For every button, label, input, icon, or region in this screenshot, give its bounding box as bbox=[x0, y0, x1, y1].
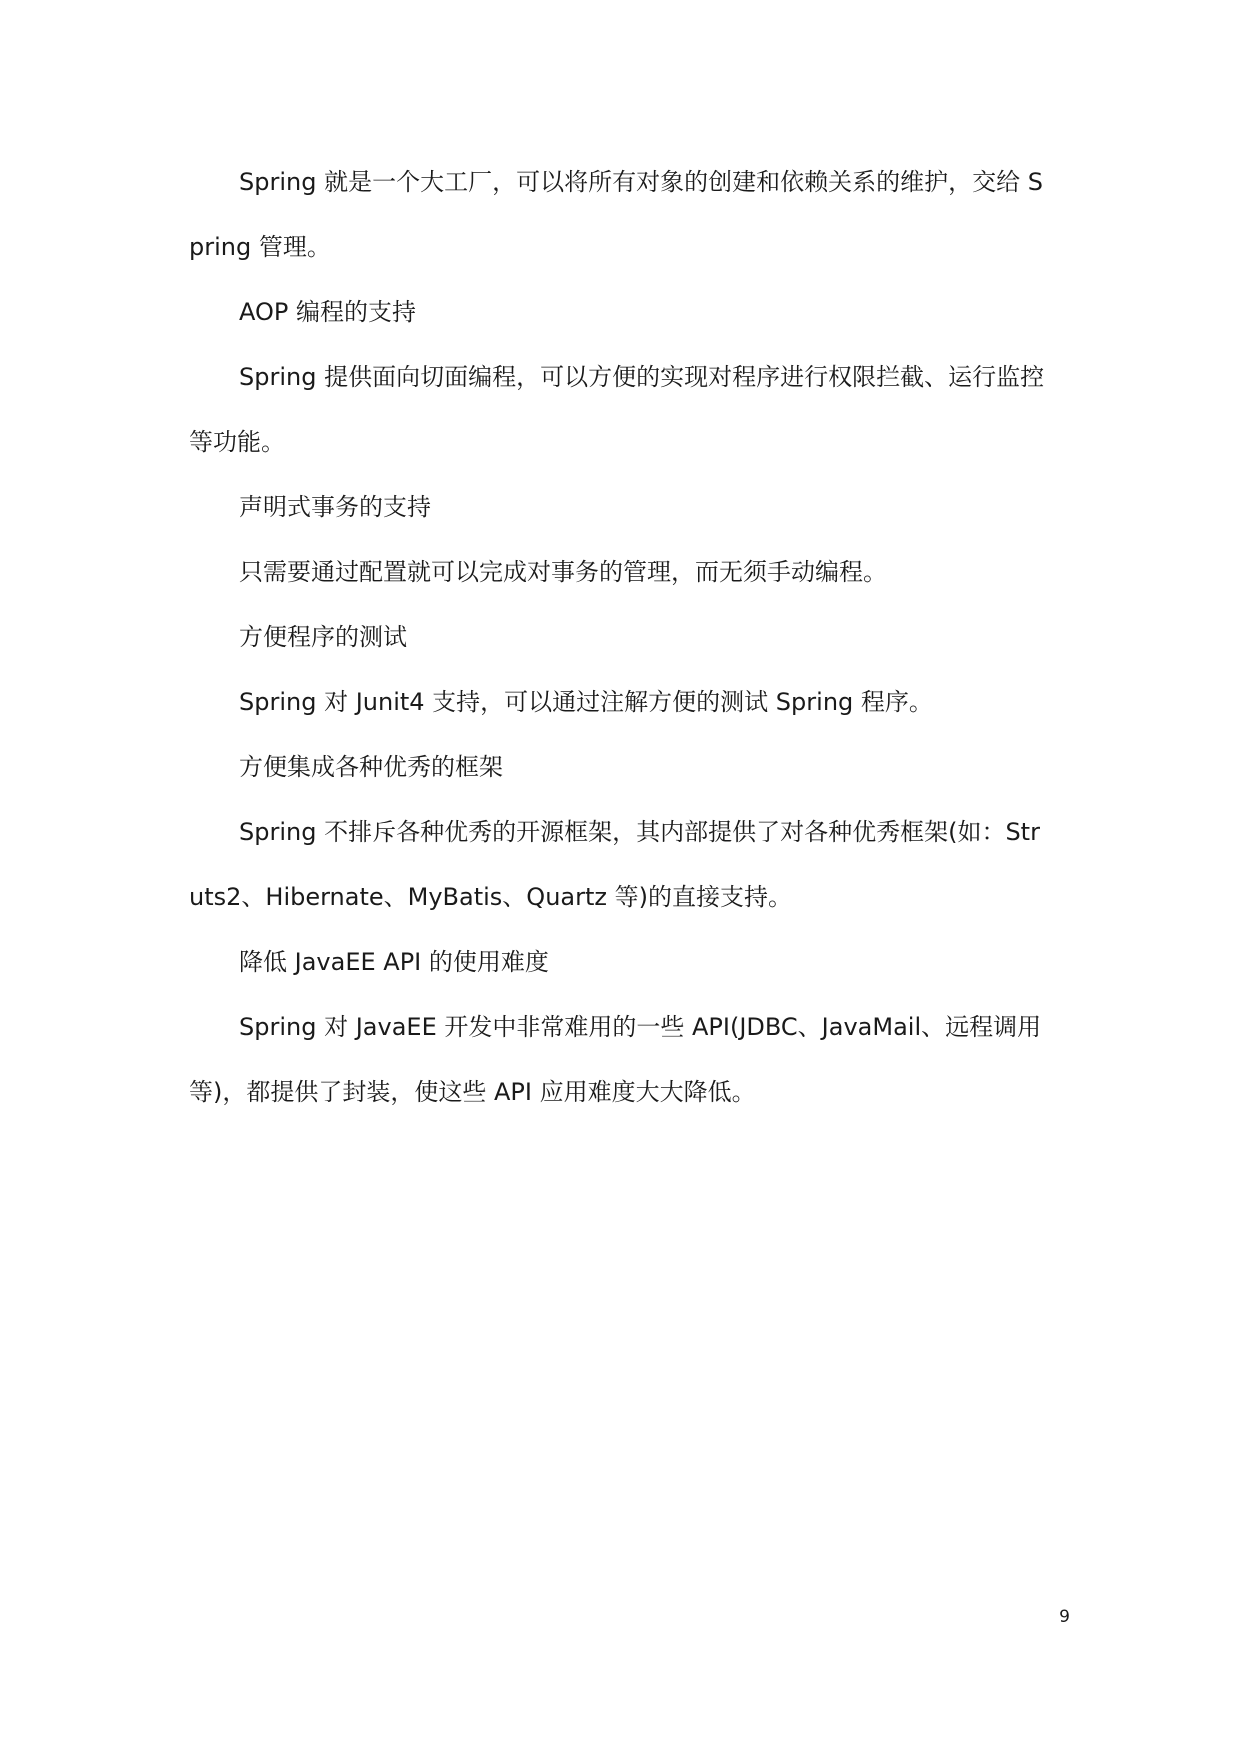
heading-testing: 方便程序的测试 bbox=[239, 623, 407, 651]
page-number: 9 bbox=[1059, 1607, 1070, 1627]
paragraph-testing-description: Spring 对 Junit4 支持，可以通过注解方便的测试 Spring 程序。 bbox=[239, 688, 933, 716]
paragraph-framework-description: Spring 不排斥各种优秀的开源框架，其内部提供了对各种优秀框架(如：Struts2、Hibernate、MyBatis、Quartz 等)的直接支持。 bbox=[189, 818, 1040, 911]
paragraph-javaee-description: Spring 对 JavaEE 开发中非常难用的一些 API(JDBC、JavaMail、远程调用等)，都提供了封装，使这些 API 应用难度大大降低。 bbox=[189, 1013, 1042, 1106]
document-body bbox=[189, 150, 1049, 1125]
paragraph-aop-description: Spring 提供面向切面编程，可以方便的实现对程序进行权限拦截、运行监控等功能。 bbox=[189, 363, 1045, 456]
paragraph-spring-factory: Spring 就是一个大工厂，可以将所有对象的创建和依赖关系的维护，交给 Spring 管理。 bbox=[189, 168, 1043, 261]
heading-declarative-transaction: 声明式事务的支持 bbox=[239, 493, 431, 521]
paragraph-transaction-description: 只需要通过配置就可以完成对事务的管理，而无须手动编程。 bbox=[239, 558, 887, 586]
heading-framework-integration: 方便集成各种优秀的框架 bbox=[239, 753, 503, 781]
heading-aop-support: AOP 编程的支持 bbox=[239, 298, 416, 326]
heading-javaee-api: 降低 JavaEE API 的使用难度 bbox=[239, 948, 549, 976]
